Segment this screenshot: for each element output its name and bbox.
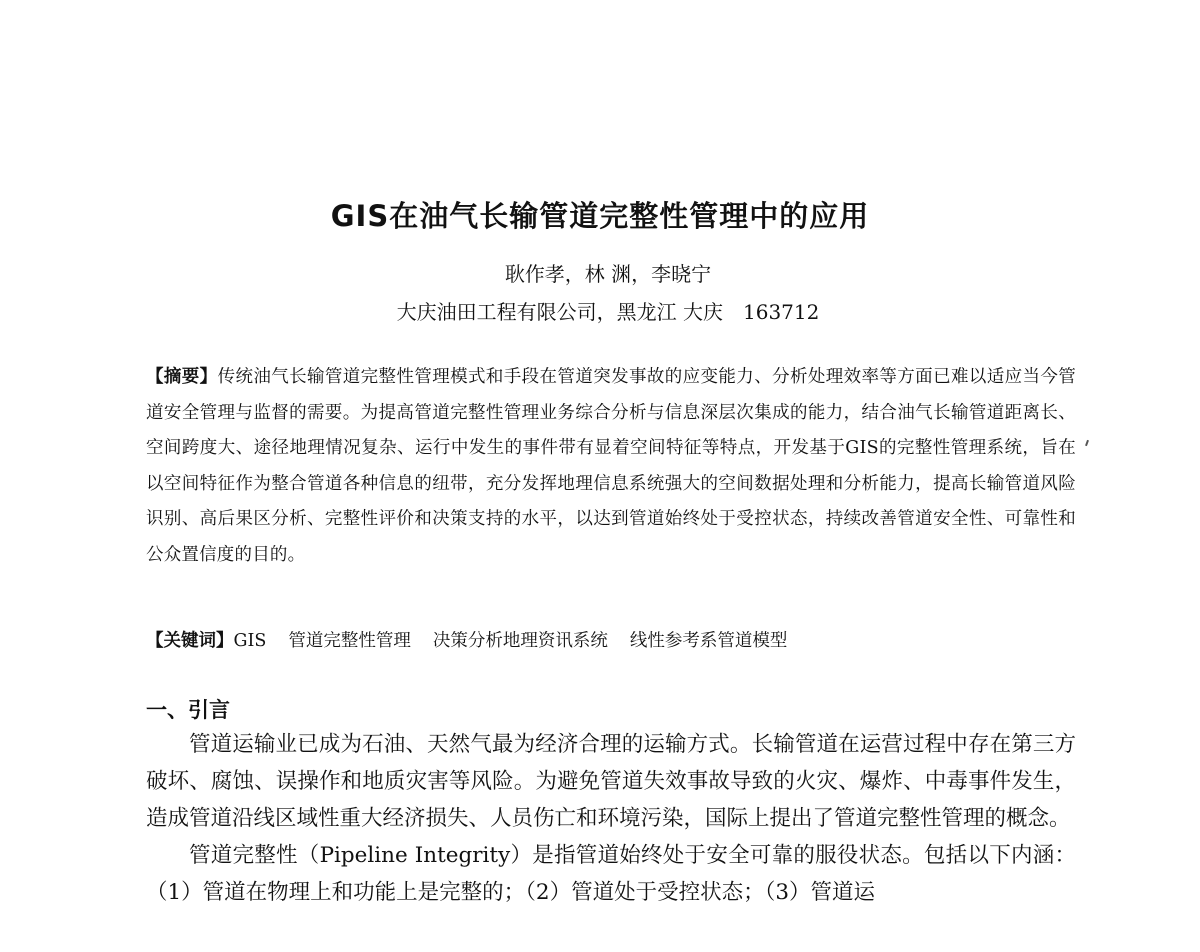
abstract-text: 传统油气长输管道完整性管理模式和手段在管道突发事故的应变能力、分析处理效率等方面已难以适应当今管道安全管理与监督的需要。为提高管道完整性管理业务综合分析与信息深层次集成的能力，结合油气长输管道距离长、空间跨度大、途径地理情况复杂、运行中发生的事件带有显着空间特征等特点，开发基于GIS的完整性管理系统，旨在以空间特征作为整合管道各种信息的纽带，充分发挥地理信息系统强大的空间数据处理和分析能力，提高长输管道风险识别、高后果区分析、完整性评价和决策支持的水平，以达到管道始终处于受控状态，持续改善管道安全性、可靠性和公众置信度的目的。 xyxy=(146,367,1076,565)
author-list: 耿作孝，林 渊，李晓宁 xyxy=(504,262,712,286)
keywords xyxy=(146,626,1076,656)
paper-title: GIS在油气长输管道完整性管理中的应用 xyxy=(330,199,870,233)
abstract xyxy=(146,360,1076,574)
body-paragraph: 管道运输业已成为石油、天然气最为经济合理的运输方式。长输管道在运营过程中存在第三方破坏、腐蚀、误操作和地质灾害等风险。为避免管道失效事故导致的火灾、爆炸、中毒事件发生，造成管道沿线区域性重大经济损失、人员伤亡和环境污染，国际上提出了管道完整性管理的概念。 xyxy=(146,732,1076,831)
scan-speck xyxy=(1085,440,1089,446)
section-body-introduction xyxy=(146,726,1076,911)
abstract-label: 【摘要】 xyxy=(146,367,218,387)
keyword-item: 管道完整性管理 xyxy=(288,631,411,651)
keyword-item: 线性参考系管道模型 xyxy=(629,631,788,651)
keyword-item: GIS xyxy=(233,631,267,651)
body-paragraph: 管道完整性（Pipeline Integrity）是指管道始终处于安全可靠的服役状态。包括以下内涵：（1）管道在物理上和功能上是完整的；（2）管道处于受控状态；（3）管道运 xyxy=(146,843,1076,905)
section-heading-introduction: 一、引言 xyxy=(146,698,230,722)
keywords-label: 【关键词】 xyxy=(146,631,234,651)
keyword-item: 决策分析地理资讯系统 xyxy=(432,631,608,651)
author-affiliation: 大庆油田工程有限公司，黑龙江 大庆 163712 xyxy=(396,300,820,324)
